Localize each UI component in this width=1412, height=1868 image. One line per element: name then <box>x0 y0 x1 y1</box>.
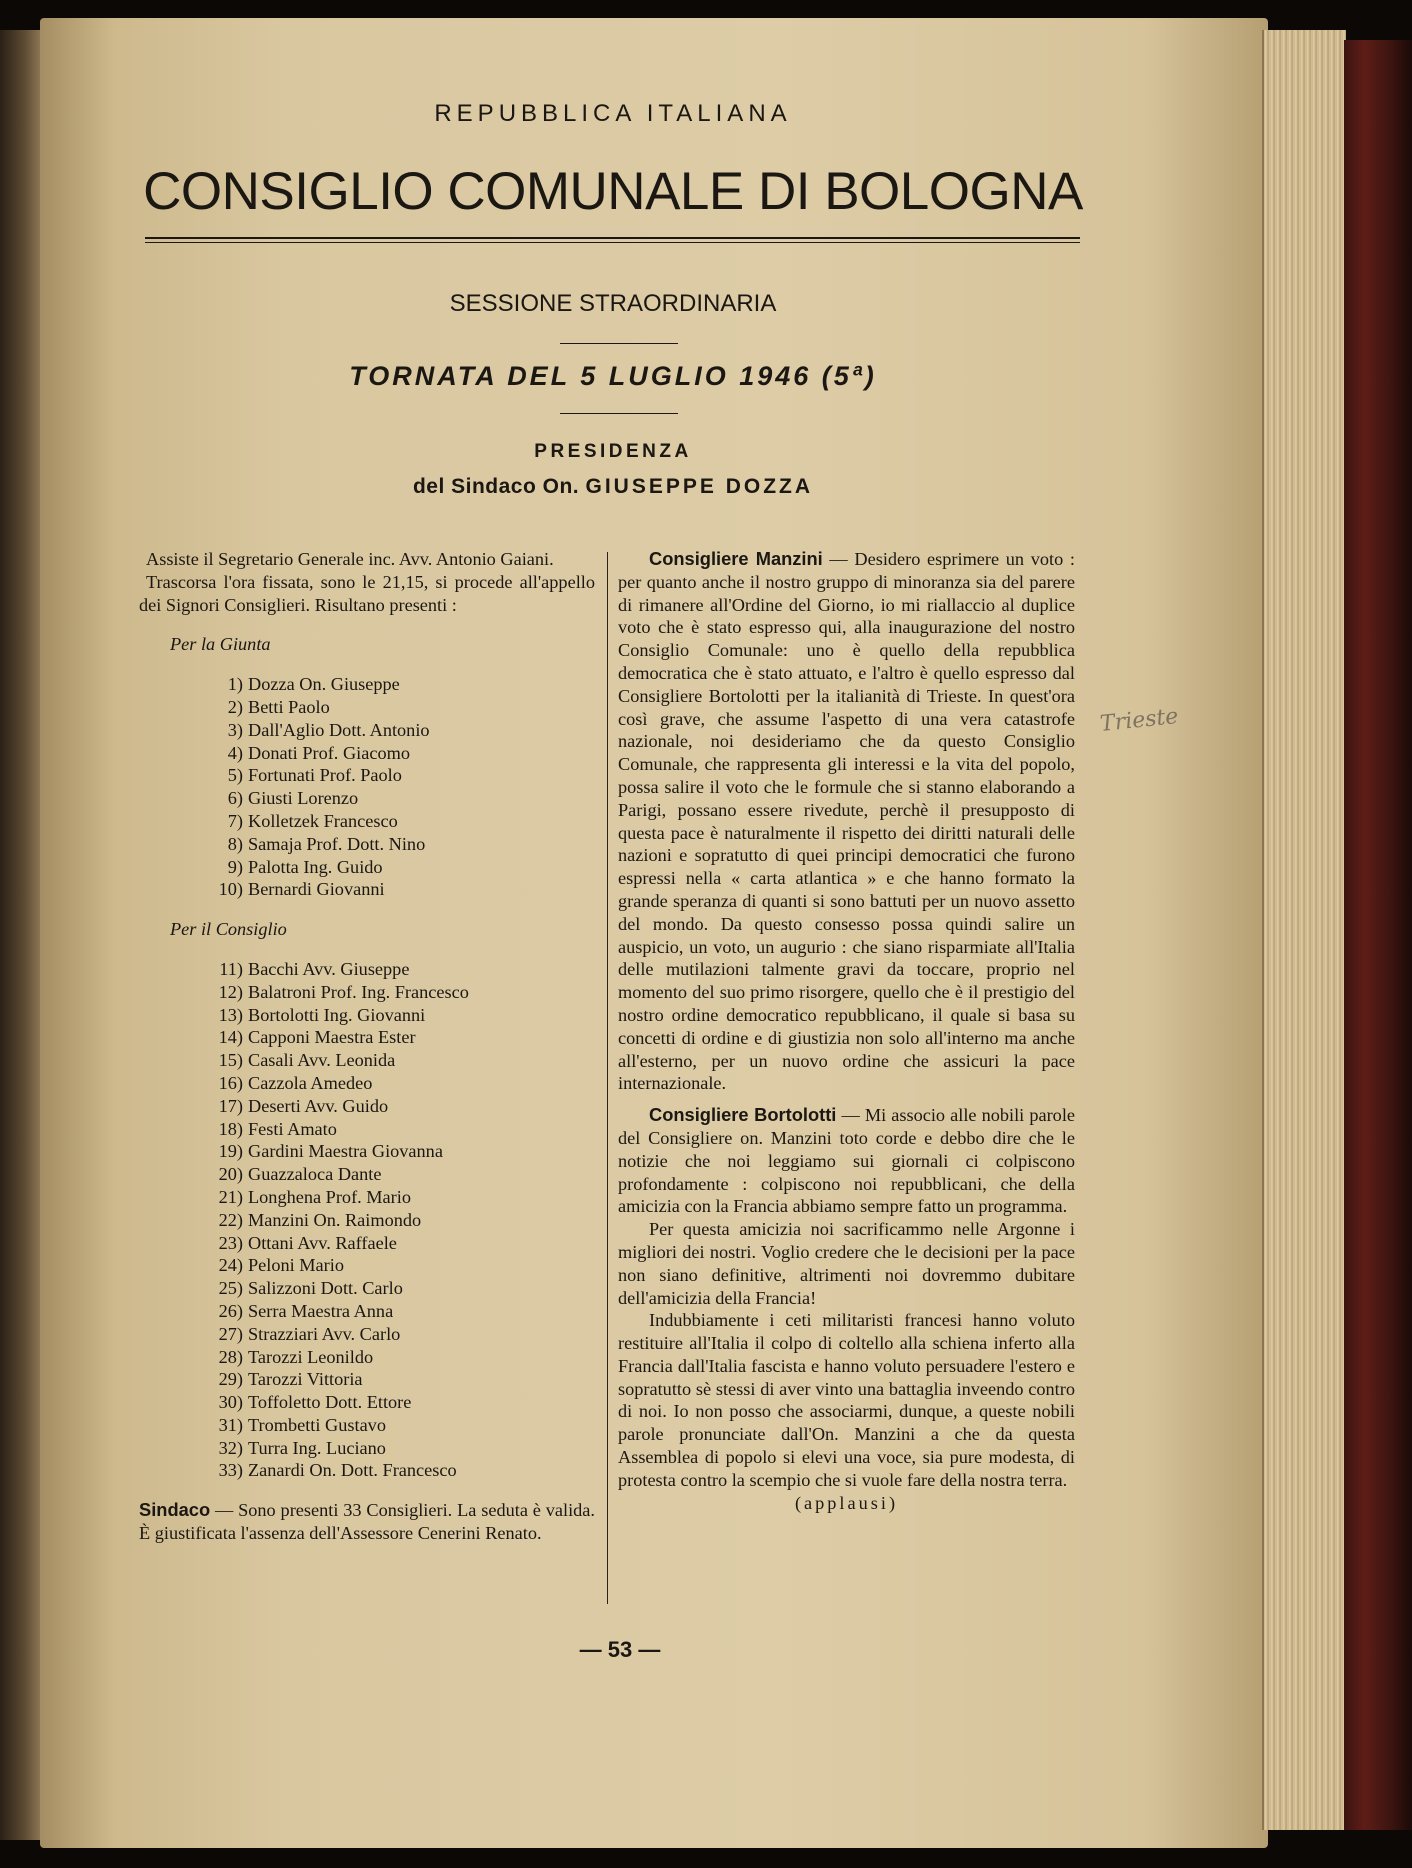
divider-rule <box>560 343 678 344</box>
chair-name: GIUSEPPE DOZZA <box>585 475 814 498</box>
member-name: Serra Maestra Anna <box>248 1300 394 1321</box>
member-entry <box>212 1118 595 1141</box>
title-rule <box>145 237 1080 239</box>
member-entry <box>212 1232 595 1255</box>
republic-heading: REPUBBLICA ITALIANA <box>434 100 792 127</box>
member-number: 32) <box>218 1437 243 1458</box>
consiglio-list <box>139 958 595 1482</box>
member-name: Deserti Avv. Guido <box>248 1095 389 1116</box>
member-number: 12) <box>218 981 243 1002</box>
session-heading: SESSIONE STRAORDINARIA <box>449 290 777 317</box>
roll-call-paragraph: Trascorsa l'ora fissata, sono le 21,15, si procede all'appello dei Signori Consiglieri. Risultano presenti : <box>139 571 595 615</box>
member-number: 30) <box>218 1392 243 1413</box>
member-name: Strazziari Avv. Carlo <box>248 1323 401 1344</box>
presidenza-heading: PRESIDENZA <box>534 441 692 462</box>
member-name: Casali Avv. Leonida <box>248 1050 396 1071</box>
member-number: 14) <box>218 1027 243 1048</box>
member-name: Manzini On. Raimondo <box>248 1209 422 1230</box>
book-cover <box>1344 40 1412 1830</box>
giunta-label: Per la Giunta <box>170 634 271 655</box>
member-entry <box>212 1072 595 1095</box>
member-number: 1) <box>227 674 243 695</box>
column-divider <box>607 552 608 1604</box>
member-name: Toffoletto Dott. Ettore <box>248 1392 412 1413</box>
member-entry <box>212 1140 595 1163</box>
member-name: Longhena Prof. Mario <box>248 1186 411 1207</box>
member-entry <box>212 856 595 879</box>
member-name: Dall'Aglio Dott. Antonio <box>248 719 430 740</box>
member-number: 22) <box>218 1209 243 1230</box>
member-number: 28) <box>218 1346 243 1367</box>
member-entry <box>212 1004 595 1027</box>
member-name: Balatroni Prof. Ing. Francesco <box>248 981 469 1002</box>
member-number: 33) <box>218 1460 243 1481</box>
member-entry <box>212 1254 595 1277</box>
member-name: Donati Prof. Giacomo <box>248 742 410 763</box>
member-entry <box>212 1346 595 1369</box>
member-number: 16) <box>218 1072 243 1093</box>
divider-rule <box>560 413 678 414</box>
member-number: 15) <box>218 1050 243 1071</box>
member-name: Betti Paolo <box>248 696 330 717</box>
member-name: Palotta Ing. Guido <box>248 856 383 877</box>
chair-prefix: del Sindaco On. <box>412 475 580 498</box>
manzini-paragraph <box>618 548 1075 1095</box>
member-number: 29) <box>218 1369 243 1390</box>
sindaco-speaker: Sindaco <box>139 1499 211 1521</box>
argonne-paragraph: Per questa amicizia noi sacrificammo nelle Argonne i migliori dei nostri. Voglio credere che le decisioni per la pace non siano definitive, altrimenti noi dovremmo dubitare dell'amicizia della Francia! <box>618 1219 1075 1308</box>
member-entry <box>212 1209 595 1232</box>
sindaco-text: — Sono presenti 33 Consiglieri. La seduta è valida. È giustificata l'assenza dell'Assessore Cenerini Renato. <box>139 1500 595 1544</box>
right-column <box>618 548 1075 1514</box>
member-number: 11) <box>219 958 243 979</box>
page-number: — 53 — <box>579 1637 661 1662</box>
member-entry <box>212 810 595 833</box>
member-number: 5) <box>227 765 243 786</box>
member-entry <box>212 719 595 742</box>
member-name: Zanardi On. Dott. Francesco <box>248 1460 457 1481</box>
member-name: Samaja Prof. Dott. Nino <box>248 833 426 854</box>
member-number: 27) <box>218 1323 243 1344</box>
member-number: 24) <box>218 1255 243 1276</box>
member-name: Ottani Avv. Raffaele <box>248 1232 397 1253</box>
member-entry <box>212 1437 595 1460</box>
member-number: 9) <box>227 856 243 877</box>
member-entry <box>212 1300 595 1323</box>
member-name: Salizzoni Dott. Carlo <box>248 1278 403 1299</box>
member-entry <box>212 696 595 719</box>
member-entry <box>212 833 595 856</box>
member-name: Capponi Maestra Ester <box>248 1027 416 1048</box>
member-name: Cazzola Amedeo <box>248 1072 373 1093</box>
intro-paragraph: Assiste il Segretario Generale inc. Avv. Antonio Gaiani. <box>146 549 554 569</box>
chair-line <box>140 475 1086 499</box>
member-name: Dozza On. Giuseppe <box>248 674 400 695</box>
manzini-speaker: Consigliere Manzini <box>649 548 823 569</box>
member-number: 10) <box>218 879 243 900</box>
left-page-edge <box>0 30 40 1840</box>
member-number: 8) <box>227 833 243 854</box>
member-entry <box>212 787 595 810</box>
bortolotti-speaker: Consigliere Bortolotti <box>649 1104 837 1126</box>
left-column <box>139 548 595 1545</box>
member-entry <box>212 1459 595 1482</box>
member-entry <box>212 1095 595 1118</box>
giunta-list <box>139 673 595 901</box>
handwritten-margin-note: Trieste <box>1098 703 1180 738</box>
member-number: 20) <box>218 1164 243 1185</box>
member-number: 7) <box>227 810 243 831</box>
consiglio-label: Per il Consiglio <box>170 919 287 940</box>
member-number: 25) <box>218 1278 243 1299</box>
member-entry <box>212 1186 595 1209</box>
member-number: 3) <box>227 719 243 740</box>
member-name: Fortunati Prof. Paolo <box>248 765 402 786</box>
member-number: 23) <box>218 1232 243 1253</box>
member-number: 4) <box>227 742 243 763</box>
member-entry <box>212 878 595 901</box>
member-entry <box>212 1026 595 1049</box>
bortolotti-text: — Mi associo alle nobili parole del Consigliere on. Manzini toto corde e debbo dire che le notizie che noi leggiamo sui giornali ci colpiscono profondamente : colpiscono noi repubblicani, che della amicizia con la Francia abbiamo sempre fatto un programma. <box>618 1105 1076 1217</box>
member-entry <box>212 1323 595 1346</box>
member-name: Festi Amato <box>248 1118 337 1139</box>
member-name: Peloni Mario <box>248 1255 344 1276</box>
member-entry <box>212 764 595 787</box>
member-number: 18) <box>218 1118 243 1139</box>
member-entry <box>212 673 595 696</box>
member-entry <box>212 1049 595 1072</box>
member-entry <box>212 1277 595 1300</box>
member-name: Turra Ing. Luciano <box>248 1437 386 1458</box>
council-title: CONSIGLIO COMUNALE DI BOLOGNA <box>143 162 1083 221</box>
member-name: Tarozzi Leonildo <box>248 1346 374 1367</box>
page-stack-edge <box>1262 30 1346 1830</box>
member-number: 21) <box>218 1186 243 1207</box>
member-entry <box>212 1163 595 1186</box>
applause-note: (applausi) <box>794 1492 899 1513</box>
member-number: 2) <box>227 696 243 717</box>
tornata-heading: TORNATA DEL 5 LUGLIO 1946 (5ª) <box>349 361 877 391</box>
member-name: Trombetti Gustavo <box>248 1414 386 1435</box>
member-name: Kolletzek Francesco <box>248 810 398 831</box>
member-number: 13) <box>218 1004 243 1025</box>
manzini-text: — Desidero esprimere un voto : per quanto anche il nostro gruppo di minoranza sia del parere di rimanere all'Ordine del Giorno, io mi riallaccio al duplice voto che è stato espresso qui, alla inaugurazione del nostro Consiglio Comunale: uno è quello della repubblica democratica che è stato attuato, e l'altro è quello espresso dal Consigliere Bortolotti per la italianità di Trieste. In quest'ora così grave, che assume l'aspetto di una vera catastrofe nazionale, noi desideriamo che da questo Consiglio Comunale, che rappresenta gli interessi e la vita del popolo, possa salire il voto che le formule che si stanno elaborando a Parigi, possano essere rivedute, perchè il presupposto di questa pace è naturalmente il rispetto dei diritti naturali delle nazioni e sopratutto di quei principi democratici che furono espressi nella « carta atlantica » e che hanno formato la grande speranza di quanti si sono battuti per un nuovo assetto del mondo. Da questo consesso possa quindi salire un auspicio, un voto, un augurio : che siano risparmiate all'Italia delle mutilazioni talmente gravi da toccare, proprio nel momento del suo primo risorgere, quello che è il prestigio del nostro ordine democratico repubblicano, il quale si basa su concetti di ordine e di giustizia non solo all'interno ma anche all'esterno, per un nuovo ordine che assicuri la pace internazionale. <box>618 549 1075 1094</box>
member-entry <box>212 1414 595 1437</box>
member-name: Bortolotti Ing. Giovanni <box>248 1004 426 1025</box>
title-rule-thin <box>145 242 1080 243</box>
protest-paragraph: Indubbiamente i ceti militaristi francesi hanno voluto restituire all'Italia il colpo di coltello alla schiena inferto alla Francia dall'Italia fascista e hanno voluto persuadere l'estero e sopratutto sè stessi di aver vinto una battaglia inveendo contro di noi. Io non posso che associarmi, dunque, a queste nobili parole pronunciate dall'On. Manzini a che da questa Assemblea di popolo si elevi una voce, sia pure modesta, di protesta contro la scempio che si vuole fare della nostra terra. <box>618 1310 1075 1490</box>
member-name: Guazzaloca Dante <box>248 1164 382 1185</box>
member-name: Gardini Maestra Giovanna <box>248 1141 443 1162</box>
member-entry <box>212 1368 595 1391</box>
member-entry <box>212 742 595 765</box>
member-entry <box>212 1391 595 1414</box>
member-number: 19) <box>218 1141 243 1162</box>
member-name: Bernardi Giovanni <box>248 879 385 900</box>
member-name: Tarozzi Vittoria <box>248 1369 363 1390</box>
member-entry <box>212 958 595 981</box>
member-name: Bacchi Avv. Giuseppe <box>248 958 410 979</box>
member-name: Giusti Lorenzo <box>248 788 359 809</box>
bortolotti-paragraph <box>618 1104 1075 1218</box>
member-entry <box>212 981 595 1004</box>
member-number: 26) <box>218 1300 243 1321</box>
member-number: 17) <box>218 1095 243 1116</box>
member-number: 6) <box>227 788 243 809</box>
member-number: 31) <box>218 1414 243 1435</box>
sindaco-paragraph <box>139 1499 595 1545</box>
